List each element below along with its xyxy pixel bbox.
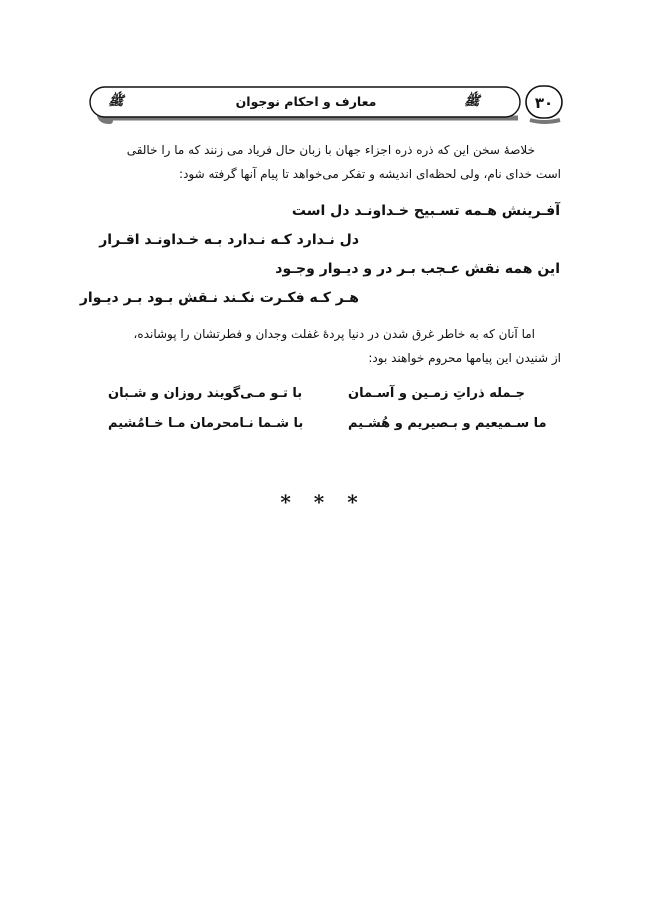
ornament-left-icon: ﷺ bbox=[108, 94, 124, 109]
poem-1-verse-1: آفـرینش هـمه تسـبیح خـداونـد دل است bbox=[291, 203, 560, 219]
page-number: ۳۰ bbox=[534, 94, 554, 112]
poem-2-row-1-left: با تـو مـی‌گویند روزان و شـبان bbox=[108, 386, 303, 401]
paragraph-1-line-2: است خدای نام، ولی لحظه‌ای اندیشه و تفکر می‌خواهد تا پیام آنها گرفته شود: bbox=[179, 167, 561, 181]
paragraph-1 bbox=[81, 138, 561, 186]
paragraph-2-line-2: از شنیدن این پیامها محروم خواهند بود: bbox=[368, 351, 561, 365]
book-title: معارف و احکام نوجوان bbox=[235, 94, 377, 109]
poem-2-row-2-left: با شـما نـامحرمان مـا خـامُشیم bbox=[108, 416, 304, 431]
ornament-right-icon: ﷺ bbox=[464, 94, 480, 109]
poem-1-verse-2: دل نـدارد کـه نـدارد بـه خـداونـد اقـرار bbox=[99, 232, 359, 248]
paragraph-2-line-1: اما آنان که به خاطر غرق شدن در دنیا پردۀ غفلت وجدان و فطرتشان را پوشانده، bbox=[133, 327, 535, 341]
poem-2-row-1-right: جـمله ذراتِ زمـین و آسـمان bbox=[348, 386, 525, 401]
poem-1-verse-3: این همه نقش عـجب بـر در و دیـوار وجـود bbox=[275, 261, 560, 277]
paragraph-2 bbox=[81, 322, 561, 370]
section-separator: * * * bbox=[280, 490, 366, 514]
running-header bbox=[86, 84, 564, 128]
paragraph-1-line-1: خلاصۀ سخن این که ذره ذره اجزاء جهان با زبان حال فریاد می زنند که ما را خالقی bbox=[126, 143, 535, 157]
poem-1-verse-4: هـر کـه فکـرت نکـند نـقش بـود بـر دیـوار bbox=[79, 290, 359, 306]
poem-2-row-2-right: ما سـمیعیم و بـصیریم و هُشـیم bbox=[348, 416, 547, 431]
